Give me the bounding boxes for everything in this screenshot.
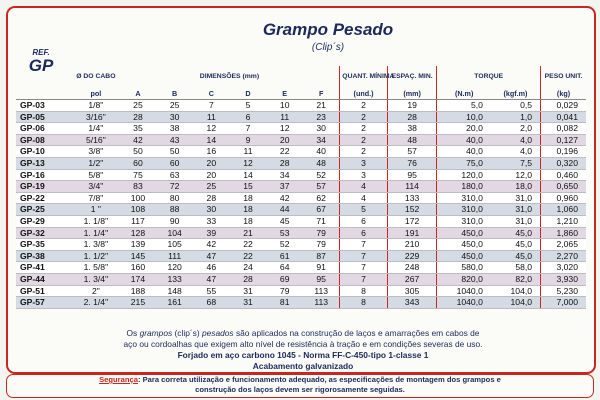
row-ref: GP-51	[16, 285, 72, 297]
table-cell: 105	[156, 239, 193, 251]
table-cell: 5,0	[437, 100, 491, 112]
table-cell: 229	[387, 250, 437, 262]
table-cell: 25	[120, 100, 157, 112]
table-cell: 2	[340, 134, 387, 146]
quant-col-header: QUANT. MÍNIMA	[340, 66, 387, 88]
table-cell: 79	[303, 239, 340, 251]
table-cell: 20	[193, 169, 230, 181]
table-cell: 3,930	[541, 273, 586, 285]
table-cell: 1 "	[72, 204, 119, 216]
table-cell: 7	[340, 250, 387, 262]
table-cell: 55	[193, 285, 230, 297]
table-cell: 128	[120, 227, 157, 239]
table-cell: 79	[303, 227, 340, 239]
table-cell: 25	[193, 181, 230, 193]
table-cell: 30	[193, 204, 230, 216]
table-cell: 14	[230, 169, 267, 181]
table-cell: 37	[266, 181, 303, 193]
table-cell: 39	[193, 227, 230, 239]
table-cell: 160	[120, 262, 157, 274]
table-row	[16, 146, 586, 158]
table-cell: 2. 1/4"	[72, 297, 119, 309]
table-cell: 35	[120, 123, 157, 135]
table-row	[16, 123, 586, 135]
table-cell: 100	[120, 192, 157, 204]
table-cell: 34	[266, 169, 303, 181]
table-cell: 18	[230, 215, 267, 227]
table-cell: 47	[193, 273, 230, 285]
table-cell: 21	[303, 100, 340, 112]
dimensions-col-header: DIMENSÕES (mm)	[199, 73, 260, 80]
page-title: Grampo Pesado	[262, 20, 394, 39]
table-cell: 83	[120, 181, 157, 193]
safety-label: Segurança	[99, 375, 138, 384]
table-cell: 0,029	[541, 100, 586, 112]
row-ref: GP-38	[16, 250, 72, 262]
table-cell: 75	[120, 169, 157, 181]
table-cell: 1. 5/8"	[72, 262, 119, 274]
table-cell: 87	[303, 250, 340, 262]
table-cell: 28	[387, 111, 437, 123]
table-cell: 67	[303, 204, 340, 216]
table-cell: 43	[156, 134, 193, 146]
table-cell: 1. 1/4"	[72, 227, 119, 239]
table-cell: 5/8"	[72, 169, 119, 181]
table-cell: 28	[120, 111, 157, 123]
table-row	[16, 111, 586, 123]
table-cell: 7	[340, 239, 387, 251]
table-cell: 53	[266, 227, 303, 239]
table-cell: 6	[340, 215, 387, 227]
table-cell: 188	[120, 285, 157, 297]
table-row	[16, 215, 586, 227]
table-cell: 210	[387, 239, 437, 251]
table-cell: 10,0	[437, 111, 491, 123]
table-cell: 248	[387, 262, 437, 274]
unit-und: (und.)	[340, 88, 387, 100]
table-row	[16, 204, 586, 216]
table-cell: 68	[193, 297, 230, 309]
safety-text-2: construção dos laços devem ser rigorosamente seguidas.	[195, 385, 405, 394]
table-cell: 46	[193, 262, 230, 274]
table-cell: 4,0	[491, 134, 541, 146]
table-cell: 31	[230, 285, 267, 297]
table-cell: 20	[266, 134, 303, 146]
espac-col-header: ESPAÇ. MIN.	[387, 66, 437, 88]
table-cell: 95	[303, 273, 340, 285]
table-cell: 19	[387, 100, 437, 112]
table-cell: 120,0	[437, 169, 491, 181]
note-line-2: aço ou cordoalhas que exigem alto nível de resistência à tração e em condições severas de uso.	[123, 339, 483, 349]
table-cell: 57	[303, 181, 340, 193]
table-cell: 2	[340, 123, 387, 135]
table-cell: 82,0	[491, 273, 541, 285]
table-cell: 50	[120, 146, 157, 158]
table-cell: 6	[230, 111, 267, 123]
table-cell: 7	[340, 262, 387, 274]
table-cell: 5	[340, 204, 387, 216]
safety-notice	[6, 374, 594, 398]
table-cell: 7,5	[491, 157, 541, 169]
row-ref: GP-35	[16, 239, 72, 251]
table-cell: 120	[156, 262, 193, 274]
table-cell: 33	[193, 215, 230, 227]
table-cell: 3	[340, 157, 387, 169]
table-cell: 12	[230, 157, 267, 169]
table-cell: 63	[156, 169, 193, 181]
table-cell: 25	[156, 100, 193, 112]
table-cell: 38	[387, 123, 437, 135]
table-cell: 1,860	[541, 227, 586, 239]
table-row	[16, 169, 586, 181]
table-cell: 267	[387, 273, 437, 285]
table-cell: 108	[120, 204, 157, 216]
table-cell: 180,0	[437, 181, 491, 193]
row-ref: GP-06	[16, 123, 72, 135]
row-ref: GP-16	[16, 169, 72, 181]
unit-e: E	[266, 88, 303, 100]
table-cell: 18	[230, 192, 267, 204]
unit-b: B	[156, 88, 193, 100]
row-ref: GP-10	[16, 146, 72, 158]
table-cell: 3/16"	[72, 111, 119, 123]
table-row	[16, 100, 586, 112]
table-cell: 215	[120, 297, 157, 309]
table-cell: 75,0	[437, 157, 491, 169]
table-cell: 5/16"	[72, 134, 119, 146]
table-cell: 4	[340, 181, 387, 193]
table-cell: 5	[230, 100, 267, 112]
table-cell: 148	[156, 285, 193, 297]
row-ref: GP-05	[16, 111, 72, 123]
unit-d: D	[230, 88, 267, 100]
table-cell: 38	[156, 123, 193, 135]
table-cell: 0,320	[541, 157, 586, 169]
table-cell: 20,0	[437, 123, 491, 135]
page-subtitle: (Clip´s)	[311, 42, 345, 53]
unit-nm: (N.m)	[437, 88, 491, 100]
unit-a: A	[120, 88, 157, 100]
table-row	[16, 285, 586, 297]
table-cell: 30	[303, 123, 340, 135]
table-cell: 11	[193, 111, 230, 123]
description-notes	[28, 328, 578, 372]
row-ref: GP-25	[16, 204, 72, 216]
table-cell: 1,0	[491, 111, 541, 123]
table-cell: 1. 3/4"	[72, 273, 119, 285]
table-row	[16, 192, 586, 204]
table-cell: 45,0	[491, 250, 541, 262]
ref-col-header	[16, 66, 72, 88]
table-cell: 60	[156, 157, 193, 169]
table-cell: 0,041	[541, 111, 586, 123]
table-cell: 52	[303, 169, 340, 181]
table-row	[16, 250, 586, 262]
spec-table	[16, 66, 586, 309]
table-cell: 4,0	[491, 146, 541, 158]
table-cell: 50	[156, 146, 193, 158]
unit-f: F	[303, 88, 340, 100]
table-cell: 0,082	[541, 123, 586, 135]
table-cell: 2,270	[541, 250, 586, 262]
row-ref: GP-03	[16, 100, 72, 112]
table-cell: 1. 1/2"	[72, 250, 119, 262]
table-cell: 76	[387, 157, 437, 169]
table-cell: 11	[266, 111, 303, 123]
note-text: são aplicados na construção de laços e amarrações em cabos de	[233, 328, 480, 338]
table-cell: 0,960	[541, 192, 586, 204]
table-cell: 71	[303, 215, 340, 227]
safety-text-1: : Para correta utilização e funcionamento adequado, as especificações de montagem dos grampos e	[137, 375, 501, 384]
table-cell: 11	[230, 146, 267, 158]
table-cell: 133	[387, 192, 437, 204]
unit-mm: (mm)	[387, 88, 437, 100]
table-cell: 5,230	[541, 285, 586, 297]
table-cell: 1,060	[541, 204, 586, 216]
table-cell: 23	[303, 111, 340, 123]
table-cell: 10	[266, 100, 303, 112]
spec-table-body	[16, 100, 586, 309]
table-cell: 111	[156, 250, 193, 262]
table-cell: 450,0	[437, 227, 491, 239]
table-cell: 72	[156, 181, 193, 193]
table-cell: 30	[156, 111, 193, 123]
spec-sheet-frame	[6, 6, 596, 374]
table-cell: 18	[230, 204, 267, 216]
table-cell: 95	[387, 169, 437, 181]
table-cell: 47	[193, 250, 230, 262]
table-cell: 90	[156, 215, 193, 227]
table-cell: 2	[340, 111, 387, 123]
row-ref: GP-44	[16, 273, 72, 285]
table-cell: 1040,0	[437, 285, 491, 297]
unit-kgfm: (kgf.m)	[491, 88, 541, 100]
table-cell: 172	[387, 215, 437, 227]
table-cell: 16	[193, 146, 230, 158]
table-cell: 12	[266, 123, 303, 135]
note-line-3: Forjado em aço carbono 1045 - Norma FF-C-450-tipo 1-classe 1	[177, 350, 429, 360]
table-cell: 117	[120, 215, 157, 227]
table-cell: 42	[266, 192, 303, 204]
table-cell: 3	[340, 169, 387, 181]
table-cell: 450,0	[437, 250, 491, 262]
table-cell: 44	[266, 204, 303, 216]
table-cell: 6	[340, 227, 387, 239]
table-cell: 24	[230, 262, 267, 274]
table-cell: 42	[193, 239, 230, 251]
table-cell: 145	[120, 250, 157, 262]
table-cell: 1/2"	[72, 157, 119, 169]
row-ref: GP-41	[16, 262, 72, 274]
table-cell: 69	[266, 273, 303, 285]
table-cell: 9	[230, 134, 267, 146]
table-cell: 81	[266, 297, 303, 309]
table-cell: 62	[303, 192, 340, 204]
table-cell: 45,0	[491, 239, 541, 251]
table-cell: 3/4"	[72, 181, 119, 193]
row-ref: GP-22	[16, 192, 72, 204]
table-cell: 40,0	[437, 146, 491, 158]
table-cell: 310,0	[437, 204, 491, 216]
table-cell: 114	[387, 181, 437, 193]
table-cell: 88	[156, 204, 193, 216]
table-cell: 2	[340, 146, 387, 158]
unit-pol: pol	[72, 88, 119, 100]
table-cell: 31,0	[491, 215, 541, 227]
table-cell: 12	[193, 123, 230, 135]
table-cell: 28	[193, 192, 230, 204]
unit-c: C	[193, 88, 230, 100]
table-cell: 40	[303, 146, 340, 158]
table-cell: 18,0	[491, 181, 541, 193]
table-cell: 31,0	[491, 192, 541, 204]
table-cell: 113	[303, 285, 340, 297]
table-cell: 58,0	[491, 262, 541, 274]
note-text: (clip´s)	[172, 328, 202, 338]
table-cell: 22	[230, 250, 267, 262]
table-cell: 113	[303, 297, 340, 309]
table-cell: 1/4"	[72, 123, 119, 135]
table-cell: 104,0	[491, 297, 541, 309]
table-cell: 4	[340, 192, 387, 204]
table-cell: 31	[230, 297, 267, 309]
table-row	[16, 181, 586, 193]
table-row	[16, 227, 586, 239]
table-cell: 8	[340, 297, 387, 309]
table-cell: 3,020	[541, 262, 586, 274]
table-cell: 2,065	[541, 239, 586, 251]
table-cell: 57	[387, 146, 437, 158]
table-cell: 31,0	[491, 204, 541, 216]
table-cell: 1/8"	[72, 100, 119, 112]
table-cell: 22	[230, 239, 267, 251]
diam-col-header: Ø DO CABO	[76, 73, 116, 80]
table-cell: 161	[156, 297, 193, 309]
table-cell: 104	[156, 227, 193, 239]
table-cell: 7	[193, 100, 230, 112]
row-ref: GP-57	[16, 297, 72, 309]
table-cell: 2,0	[491, 123, 541, 135]
table-cell: 61	[266, 250, 303, 262]
note-emph: pesados	[201, 328, 234, 338]
table-cell: 3/8"	[72, 146, 119, 158]
table-cell: 48	[387, 134, 437, 146]
table-cell: 0,196	[541, 146, 586, 158]
table-cell: 28	[230, 273, 267, 285]
table-cell: 60	[120, 157, 157, 169]
note-emph: grampos	[139, 328, 173, 338]
table-cell: 91	[303, 262, 340, 274]
table-cell: 133	[156, 273, 193, 285]
table-cell: 450,0	[437, 239, 491, 251]
table-row	[16, 157, 586, 169]
table-cell: 139	[120, 239, 157, 251]
table-cell: 80	[156, 192, 193, 204]
table-cell: 45,0	[491, 227, 541, 239]
table-cell: 64	[266, 262, 303, 274]
table-cell: 1. 3/8"	[72, 239, 119, 251]
ref-unit	[16, 88, 72, 100]
table-cell: 28	[266, 157, 303, 169]
table-cell: 191	[387, 227, 437, 239]
row-ref: GP-32	[16, 227, 72, 239]
table-cell: 42	[120, 134, 157, 146]
peso-col-header: PESO UNIT.	[541, 66, 586, 88]
table-row	[16, 262, 586, 274]
row-ref: GP-19	[16, 181, 72, 193]
table-cell: 15	[230, 181, 267, 193]
table-cell: 20	[193, 157, 230, 169]
table-cell: 343	[387, 297, 437, 309]
table-cell: 0,650	[541, 181, 586, 193]
table-cell: 2	[340, 100, 387, 112]
table-cell: 7	[340, 273, 387, 285]
row-ref: GP-13	[16, 157, 72, 169]
torque-col-header: TORQUE	[437, 66, 541, 88]
table-cell: 152	[387, 204, 437, 216]
ref-code: GP	[28, 56, 54, 75]
table-cell: 1040,0	[437, 297, 491, 309]
table-cell: 310,0	[437, 192, 491, 204]
table-cell: 174	[120, 273, 157, 285]
table-cell: 7/8"	[72, 192, 119, 204]
note-line-4: Acabamento galvanizado	[252, 361, 354, 371]
unit-kg: (kg)	[541, 88, 586, 100]
table-cell: 21	[230, 227, 267, 239]
ref-label: REF.	[32, 48, 50, 57]
table-cell: 2"	[72, 285, 119, 297]
table-row	[16, 239, 586, 251]
row-ref: GP-08	[16, 134, 72, 146]
table-cell: 580,0	[437, 262, 491, 274]
table-cell: 104,0	[491, 285, 541, 297]
table-cell: 7,000	[541, 297, 586, 309]
table-cell: 52	[266, 239, 303, 251]
table-row	[16, 297, 586, 309]
table-cell: 40,0	[437, 134, 491, 146]
table-cell: 79	[266, 285, 303, 297]
table-cell: 0,460	[541, 169, 586, 181]
table-cell: 12,0	[491, 169, 541, 181]
table-cell: 820,0	[437, 273, 491, 285]
row-ref: GP-29	[16, 215, 72, 227]
note-text: Os	[126, 328, 140, 338]
table-row	[16, 273, 586, 285]
table-cell: 1,210	[541, 215, 586, 227]
table-cell: 34	[303, 134, 340, 146]
table-cell: 0,127	[541, 134, 586, 146]
table-row	[16, 134, 586, 146]
table-cell: 0,5	[491, 100, 541, 112]
table-cell: 1. 1/8"	[72, 215, 119, 227]
table-cell: 45	[266, 215, 303, 227]
table-cell: 7	[230, 123, 267, 135]
table-cell: 48	[303, 157, 340, 169]
table-cell: 310,0	[437, 215, 491, 227]
table-cell: 22	[266, 146, 303, 158]
table-cell: 8	[340, 285, 387, 297]
table-cell: 305	[387, 285, 437, 297]
table-cell: 14	[193, 134, 230, 146]
